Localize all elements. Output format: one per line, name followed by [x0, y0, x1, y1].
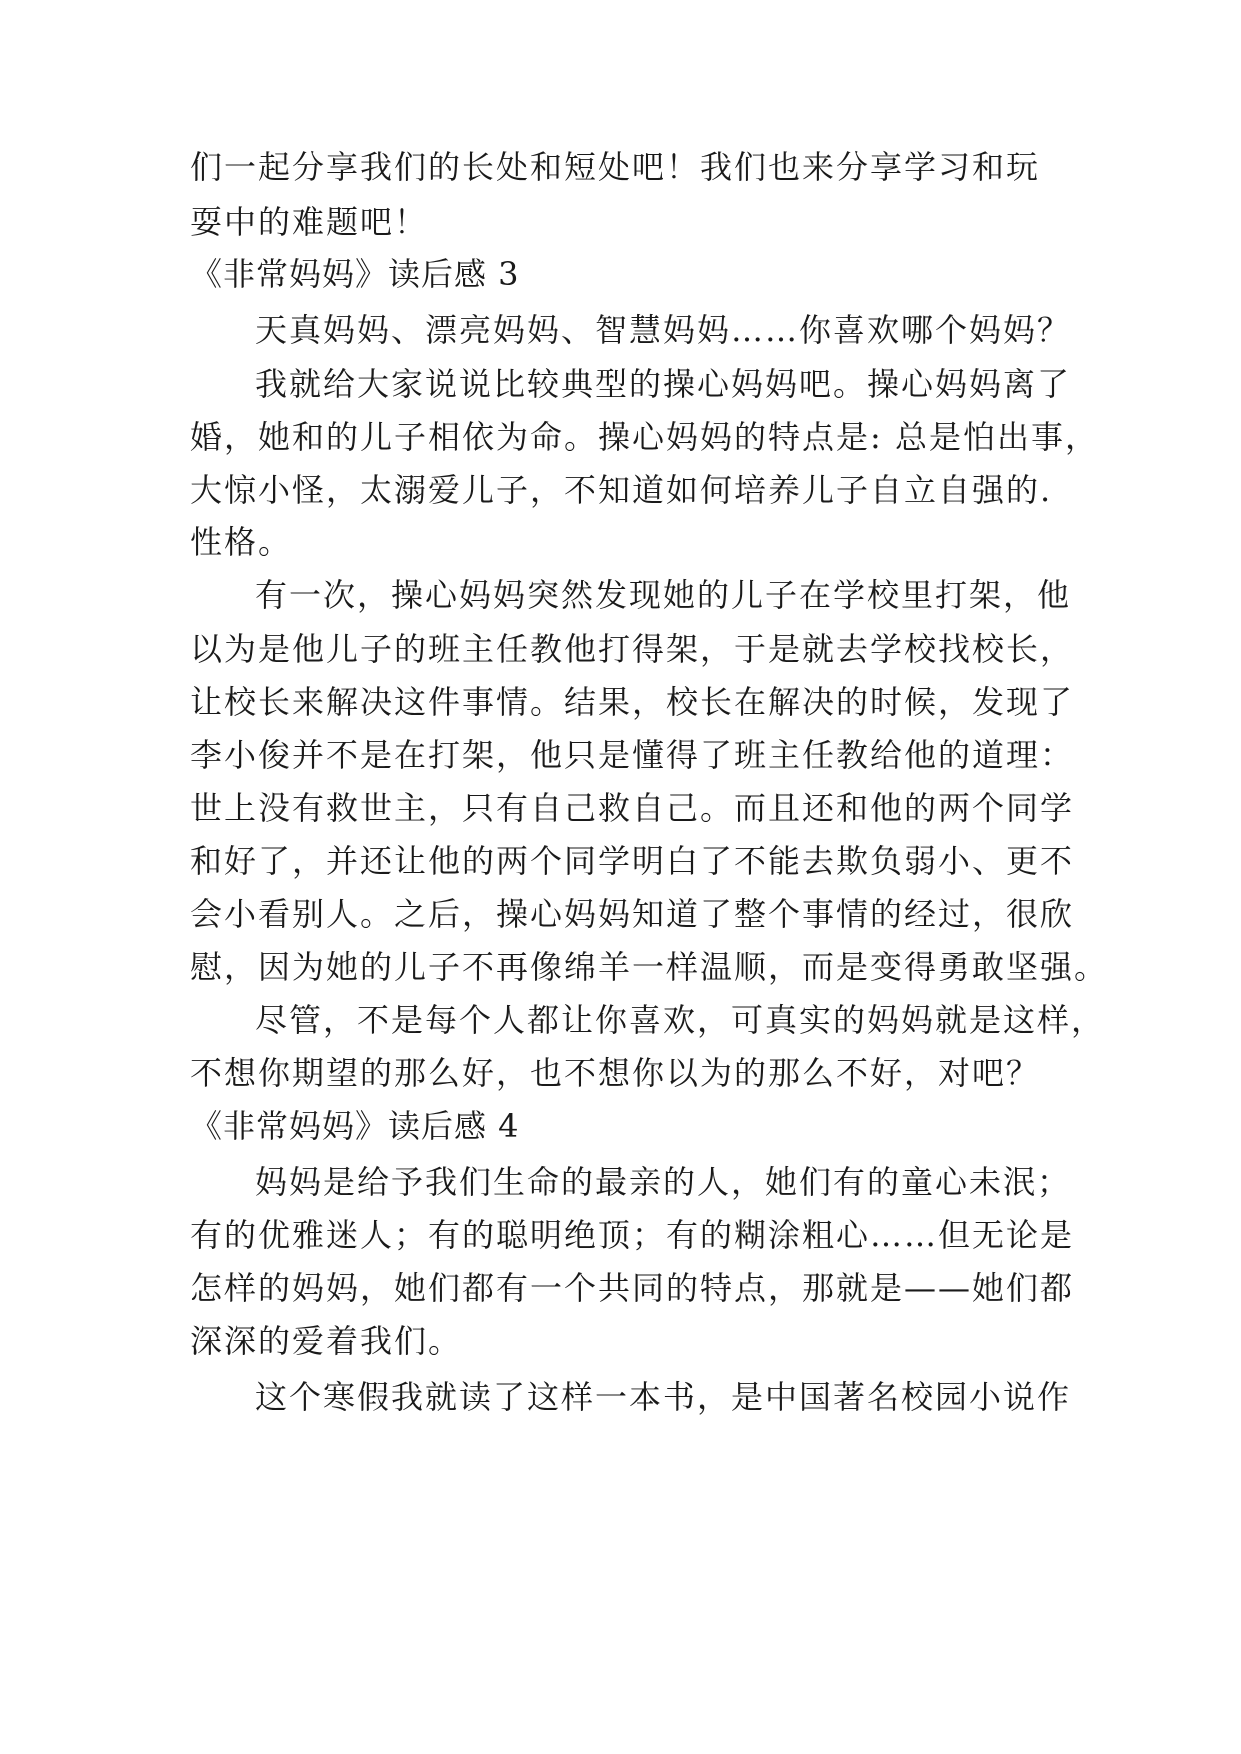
section-heading: 《非常妈妈》读后感 3 [190, 255, 520, 293]
paragraph-line: 婚，她和的儿子相依为命。操心妈妈的特点是: 总是怕出事， [190, 418, 1099, 456]
paragraph-line: 李小俊并不是在打架，他只是懂得了班主任教给他的道理： [190, 736, 1075, 774]
paragraph-line: 大惊小怪，太溺爱儿子，不知道如何培养儿子自立自强的. [190, 471, 1053, 509]
paragraph-line: 们一起分享我们的长处和短处吧！我们也来分享学习和玩 [190, 148, 1041, 186]
paragraph-line: 尽管，不是每个人都让你喜欢，可真实的妈妈就是这样， [255, 1001, 1106, 1039]
paragraph-line: 让校长来解决这件事情。结果，校长在解决的时候，发现了 [190, 683, 1075, 721]
paragraph-line: 这个寒假我就读了这样一本书，是中国著名校园小说作 [255, 1378, 1072, 1416]
paragraph-line: 和好了，并还让他的两个同学明白了不能去欺负弱小、更不 [190, 842, 1075, 880]
paragraph-line: 世上没有救世主，只有自己救自己。而且还和他的两个同学 [190, 789, 1075, 827]
paragraph-line: 有的优雅迷人；有的聪明绝顶；有的糊涂粗心……但无论是 [190, 1216, 1075, 1254]
section-heading: 《非常妈妈》读后感 4 [190, 1107, 520, 1145]
paragraph-line: 我就给大家说说比较典型的操心妈妈吧。操心妈妈离了 [255, 365, 1072, 403]
paragraph-line: 有一次，操心妈妈突然发现她的儿子在学校里打架，他 [255, 576, 1072, 614]
paragraph-line: 性格。 [190, 523, 293, 561]
paragraph-line: 会小看别人。之后，操心妈妈知道了整个事情的经过，很欣 [190, 895, 1075, 933]
paragraph-line: 耍中的难题吧！ [190, 203, 429, 241]
paragraph-line: 天真妈妈、漂亮妈妈、智慧妈妈……你喜欢哪个妈妈？ [255, 311, 1072, 349]
paragraph-line: 怎样的妈妈，她们都有一个共同的特点，那就是——她们都 [190, 1269, 1075, 1307]
paragraph-line: 深深的爱着我们。 [190, 1322, 463, 1360]
paragraph-line: 以为是他儿子的班主任教他打得架，于是就去学校找校长， [190, 630, 1075, 668]
paragraph-line: 妈妈是给予我们生命的最亲的人，她们有的童心未泯； [255, 1163, 1072, 1201]
paragraph-line: 慰，因为她的儿子不再像绵羊一样温顺，而是变得勇敢坚强。 [190, 948, 1109, 986]
paragraph-line: 不想你期望的那么好，也不想你以为的那么不好，对吧？ [190, 1054, 1041, 1092]
